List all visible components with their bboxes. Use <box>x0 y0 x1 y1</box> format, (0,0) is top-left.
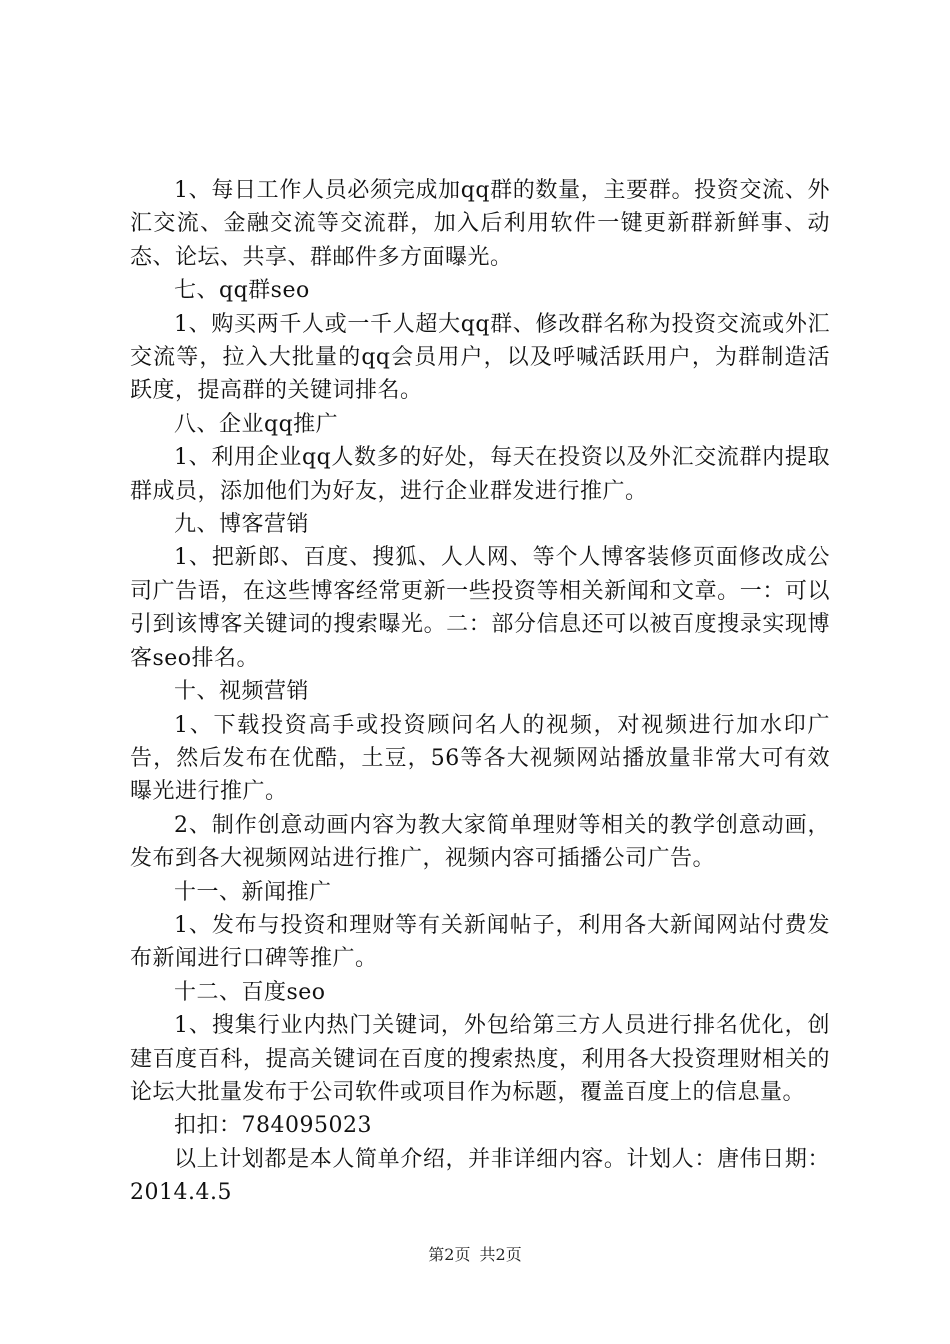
page-number: 第2页 <box>428 1245 471 1264</box>
paragraph-enterprise-qq: 1、利用企业qq人数多的好处，每天在投资以及外汇交流群内提取群成员，添加他们为好友，进行企业群发进行推广。 <box>130 445 830 504</box>
section-heading-blog-marketing: 九、博客营销 <box>174 512 310 538</box>
section-heading-qq-group-seo: 七、qq群seo <box>174 278 310 304</box>
section-heading-news-promotion: 十一、新闻推广 <box>174 879 332 905</box>
paragraph-video-marketing-1: 1、下载投资高手或投资顾问名人的视频，对视频进行加水印广告，然后发布在优酷，土豆，56等各大视频网站播放量非常大可有效曝光进行推广。 <box>130 712 830 805</box>
document-body <box>130 174 830 1210</box>
paragraph-qq-group-seo: 1、购买两千人或一千人超大qq群、修改群名称为投资交流或外汇交流等，拉入大批量的qq会员用户，以及呼喊活跃用户，为群制造活跃度，提高群的关键词排名。 <box>130 311 830 404</box>
section-heading-enterprise-qq: 八、企业qq推广 <box>174 411 339 437</box>
page-footer <box>0 1244 950 1266</box>
page-total: 共2页 <box>479 1245 522 1264</box>
paragraph-blog-marketing: 1、把新郎、百度、搜狐、人人网、等个人博客装修页面修改成公司广告语，在这些博客经常更新一些投资等相关新闻和文章。一：可以引到该博客关键词的搜索曝光。二：部分信息还可以被百度搜录实现博客seo排名。 <box>130 545 830 671</box>
closing-paragraph: 以上计划都是本人简单介绍，并非详细内容。计划人：唐伟日期：2014.4.5 <box>130 1146 830 1206</box>
paragraph-baidu-seo: 1、搜集行业内热门关键词，外包给第三方人员进行排名优化，创建百度百科，提高关键词在百度的搜索热度，利用各大投资理财相关的论坛大批量发布于公司软件或项目作为标题，覆盖百度上的信息量。 <box>130 1013 830 1105</box>
paragraph-qq-groups-daily: 1、每日工作人员必须完成加qq群的数量，主要群。投资交流、外汇交流、金融交流等交流群，加入后利用软件一键更新群新鲜事、动态、论坛、共享、群邮件多方面曝光。 <box>130 178 830 270</box>
paragraph-video-marketing-2: 2、制作创意动画内容为教大家简单理财等相关的教学创意动画，发布到各大视频网站进行推广，视频内容可插播公司广告。 <box>130 812 830 872</box>
paragraph-news-promotion: 1、发布与投资和理财等有关新闻帖子，利用各大新闻网站付费发布新闻进行口碑等推广。 <box>130 912 830 972</box>
contact-qq-number: 扣扣：784095023 <box>174 1113 372 1139</box>
section-heading-baidu-seo: 十二、百度seo <box>174 979 326 1005</box>
section-heading-video-marketing: 十、视频营销 <box>174 679 310 705</box>
